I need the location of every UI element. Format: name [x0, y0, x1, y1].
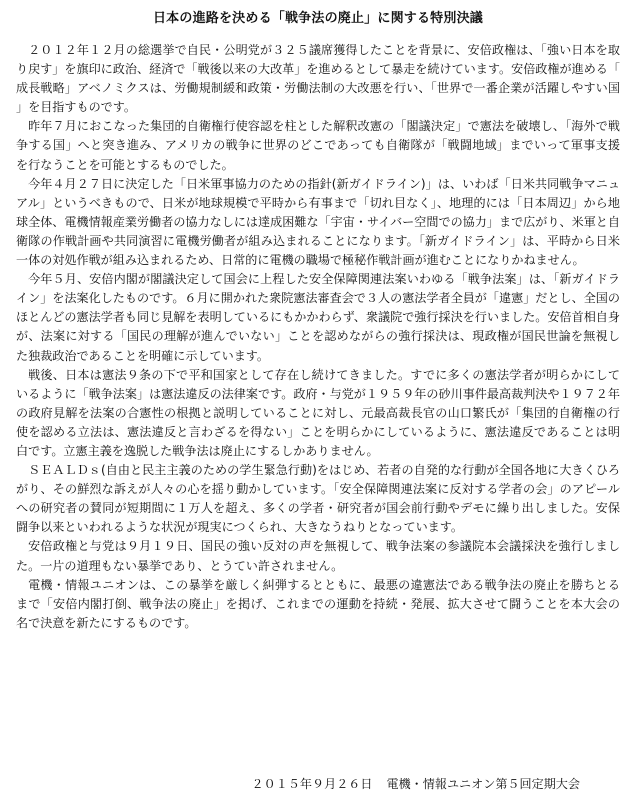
paragraph-2: 昨年７月におこなった集団的自衛権行使容認を柱とした解釈改憲の「閣議決定」で憲法を破壊し、「海外で戦争する国」へと突き進み、アメリカの戦争に世界のどこであっても自衛隊が「戦闘地域」までいって軍事支援を行なうことを可能とするものでした。	[16, 119, 620, 172]
footer-date: ２０１５年９月２６日	[251, 777, 373, 791]
paragraph-8: 電機・情報ユニオンは、この暴挙を厳しく糾弾するとともに、最悪の違憲法である戦争法の廃止を勝ちとるまで「安倍内閣打倒、戦争法の廃止」を掲げ、これまでの運動を持続・発展、拡大させて闘うことを本大会の名で決意を新たにするものです。	[16, 577, 620, 630]
document-title: 日本の進路を決める「戦争法の廃止」に関する特別決議	[152, 11, 483, 26]
paragraph-4: 今年５月、安倍内閣が閣議決定して国会に上程した安全保障関連法案いわゆる「戦争法案」は、「新ガイドライン」を法案化したものです。６月に開かれた衆院憲法審査会で３人の憲法学者全員が「違憲」だとし、全国のほとんどの憲法学者も同じ見解を表明しているにもかかわらず、衆議院で強行採決を行いました。安倍首相自身が、法案に対する「国民の理解が進んでいない」ことを認めながらの強行採決は、現政権が国民世論を無視した独裁政治であることを明確に示しています。	[16, 272, 620, 363]
paragraph-3: 今年４月２７日に決定した「日米軍事協力のための指針(新ガイドライン)」は、いわば「日米共同戦争マニュアル」というべきもので、日米が地球規模で平時から有事まで「切れ目なく」、地理的には「日本周辺」から地球全体、電機情報産業労働者の協力なしには達成困難な「宇宙・サイバー空間での協力」まで広がり、米軍と自衛隊の作戦計画や共同演習に電機労働者が組み込まれることになります。「新ガイドライン」は、平時から日米一体の対処作戦が組み込まれるため、日常的に電機の職場で極秘作戦計画が進むことになりかねません。	[16, 176, 620, 268]
paragraph-6: ＳＥＡＬＤｓ(自由と民主主義のための学生緊急行動)をはじめ、若者の自発的な行動が全国各地に大きくひろがり、その鮮烈な訴えが人々の心を揺り動かしています。「安全保障関連法案に反対する学者の会」のアピールへの研究者の賛同が短期間に１万人を超え、多くの学者・研究者が国会前行動やデモに繰り出しました。安保闘争以来といわれるような状況が現実につくられ、大きなうねりとなっています。	[16, 463, 620, 535]
paragraph-1: ２０１２年１２月の総選挙で自民・公明党が３２５議席獲得したことを背景に、安倍政権は、「強い日本を取り戻す」を旗印に政治、経済で「戦後以来の大改革」を進めるとして暴走を続けています。安倍政権が進める「成長戦略」アベノミクスは、労働規制緩和政策・労働法制の大改悪を行い、「世界で一番企業が活躍しやすい国」を目指すものです。	[16, 43, 620, 115]
paragraph-5: 戦後、日本は憲法９条の下で平和国家として存在し続けてきました。すでに多くの憲法学者が明らかにしているように「戦争法案」は憲法違反の法律案です。政府・与党が１９５９年の砂川事件最高裁判決や１９７２年の政府見解を法案の合憲性の根拠と説明していることに対し、元最高裁長官の山口繁氏が「集団的自衛権の行使を認める立法は、憲法違反と言わざるを得ない」ことを明らかにしているように、憲法違反であることは明白です。立憲主義を逸脱した戦争法は廃止にするしかありません。	[16, 367, 620, 458]
paragraph-7: 安倍政権と与党は９月１９日、国民の強い反対の声を無視して、戦争法案の参議院本会議採決を強行しました。一片の道理もない暴挙であり、とうてい許されません。	[16, 539, 620, 573]
document-footer	[16, 775, 620, 794]
footer-organization: 電機・情報ユニオン第５回定期大会	[386, 777, 580, 791]
resolution-document	[16, 10, 620, 791]
